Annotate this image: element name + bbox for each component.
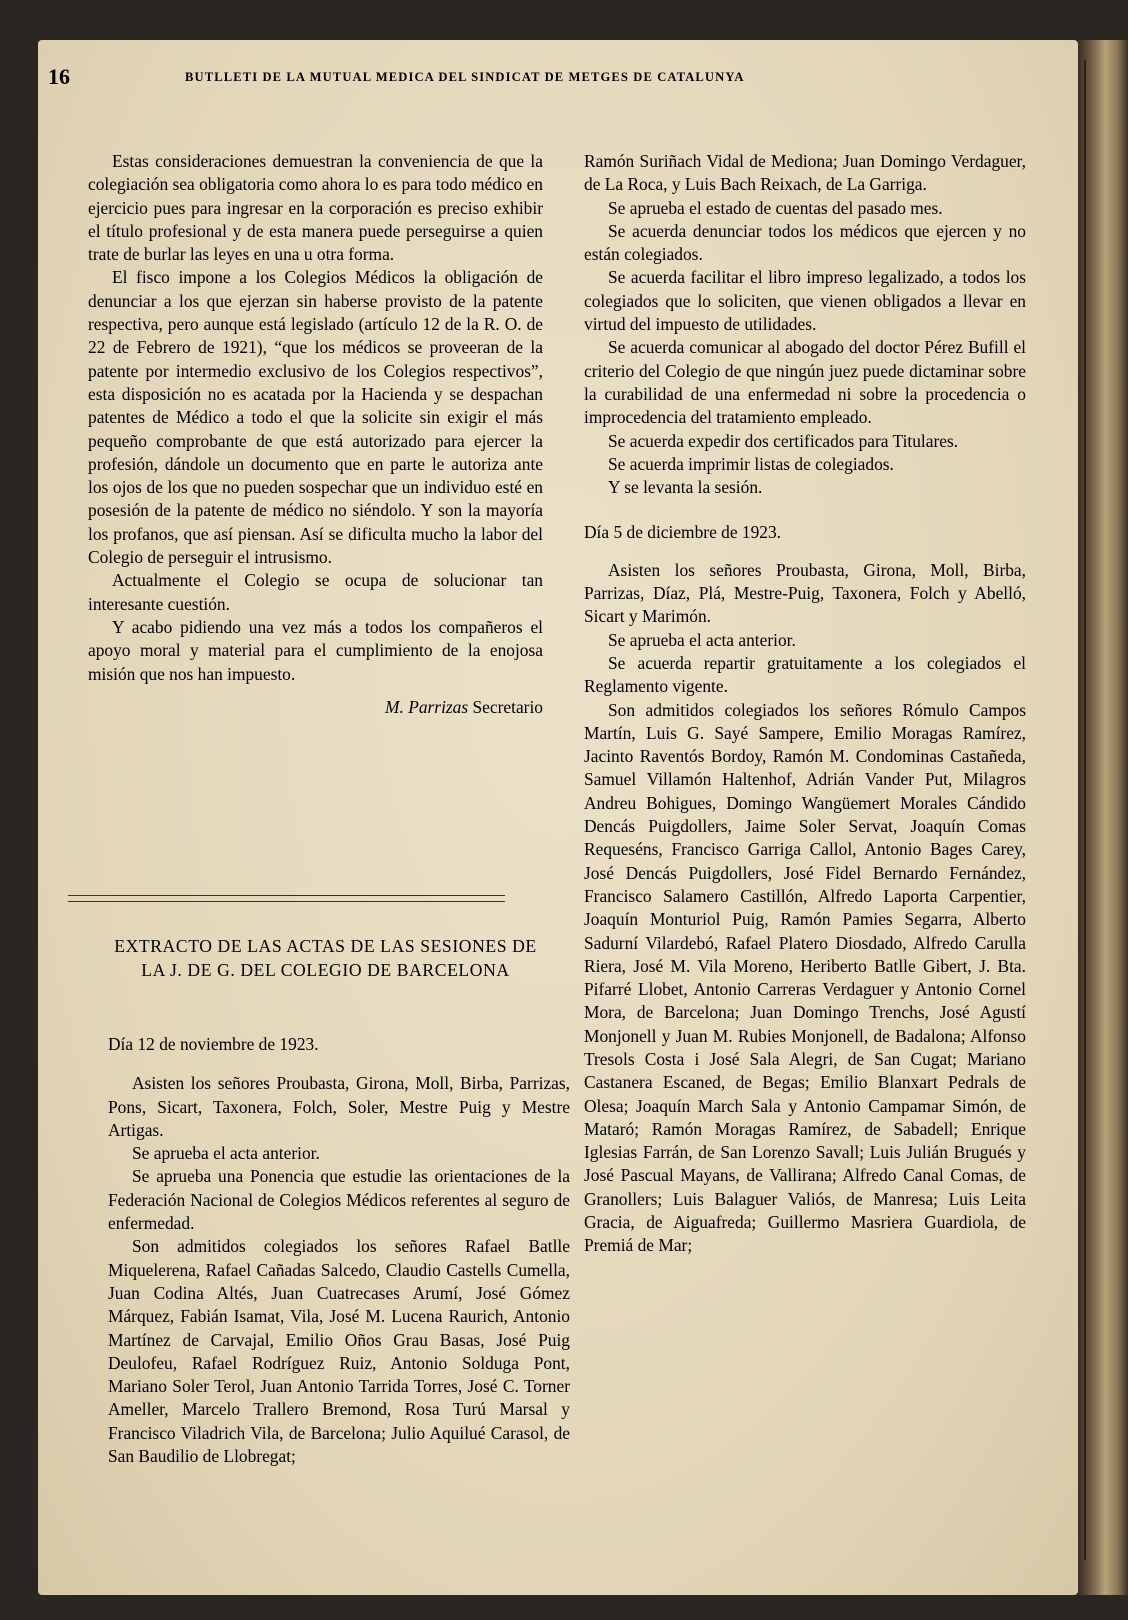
session-date: Día 5 de diciembre de 1923. [584,522,782,543]
paragraph: Estas consideraciones demuestran la conveniencia de que la colegiación sea obligatoria como ahora lo es para todo médico en ejercicio pues para ingresar en la corporación es preciso exhibir el título profesional y de esta manera puede perseguirse a quien trate de burlar las leyes en una u otra forma. [88,151,543,265]
running-title: BUTLLETI DE LA MUTUAL MEDICA DEL SINDICAT DE METGES DE CATALUNYA [185,70,745,84]
gutter-line [1084,60,1096,1560]
paragraph: Se acuerda imprimir listas de colegiados. [608,453,894,474]
signature-role: Secretario [472,696,543,717]
paragraph: Se aprueba el acta anterior. [608,629,796,650]
paragraph: Y acabo pidiendo una vez más a todos los compañeros el apoyo moral y material para el cumplimiento de la enojosa misión que nos han impuesto. [88,616,543,684]
paragraph: Actualmente el Colegio se ocupa de solucionar tan interesante cuestión. [88,570,543,614]
page-number: 16 [48,64,70,89]
divider-rule [68,895,505,896]
right-column [584,150,1026,1258]
paragraph: Se aprueba el acta anterior. [132,1143,320,1164]
paragraph: Ramón Suriñach Vidal de Mediona; Juan Domingo Verdaguer, de La Roca, y Luis Bach Reixach, de La Garriga. [584,151,1026,195]
paragraph: Se acuerda denunciar todos los médicos que ejercen y no están colegiados. [584,220,1026,265]
signature-name: M. Parrizas [385,696,469,717]
divider-rule [68,901,505,902]
paragraph: Asisten los señores Proubasta, Girona, Moll, Birba, Parrizas, Díaz, Plá, Mestre-Puig, Taxonera, Folch y Abelló, Sicart y Marimón. [584,559,1026,627]
session-date: Día 12 de noviembre de 1923. [108,1034,319,1054]
paragraph: Y se levanta la sesión. [608,477,763,498]
paragraph: Se acuerda repartir gratuitamente a los colegiados el Reglamento vigente. [584,652,1026,697]
paragraph: Se aprueba el estado de cuentas del pasado mes. [608,197,943,218]
signature [88,696,543,719]
paragraph: Son admitidos colegiados los señores Rafael Batlle Miquelerena, Rafael Cañadas Salcedo, Claudio Castells Cumella, Juan Codina Altés, Juan Cuatrecases Arumí, José Gómez Márquez, Fabián Isamat, Vila, José M. Lucena Raurich, Antonio Martínez de Carvajal, Emilio Oños Grau Basas, José Puig Deulofeu, Rafael Rodríguez Ruiz, Antonio Solduga Pont, Mariano Soler Terol, Juan Antonio Tarrida Torres, José C. Torner Ameller, Marcelo Trallero Bremond, Rosa Turú Marsal y Francisco Viladrich Vila, de Barcelona; Julio Aquilué Carasol, de San Baudilio de Llobregat; [108,1236,570,1467]
paragraph: Se aprueba una Ponencia que estudie las orientaciones de la Federación Nacional de Colegios Médicos referentes al seguro de enfermedad. [108,1166,570,1234]
paragraph: Se acuerda facilitar el libro impreso legalizado, a todos los colegiados que lo soliciten, que vienen obligados a llevar en virtud del impuesto de utilidades. [584,267,1026,335]
paragraph: Se acuerda expedir dos certificados para Titulares. [608,430,959,451]
left-column-top [88,150,543,719]
paragraph: El fisco impone a los Colegios Médicos la obligación de denunciar a los que ejerzan sin haberse provisto de la patente respectiva, pero aunque está legislado (artículo 12 de la R. O. de 22 de Febrero de 1921), “que los médicos se proveeran de la patente por intermedio exclusivo de los Colegios respectivos”, esta disposición no es acatada por la Hacienda y se despachan patentes de Médico a todo el que la solicite sin exigir el más pequeño comprobante de que está autorizado para ejercer la profesión, dándole un documento que en parte le autoriza ante los ojos de los que no pueden sospechar que un individuo esté en posesión de la patente de médico no siéndolo. Y son la mayoría los profanos, que así piensan. Así se dificulta mucho la labor del Colegio de perseguir el intrusismo. [88,267,543,568]
section-title: EXTRACTO DE LAS ACTAS DE LAS SESIONES DE LA J. DE G. DEL COLEGIO DE BARCELONA [114,936,537,980]
left-column-bottom [108,1033,570,1468]
paragraph: Se acuerda comunicar al abogado del doctor Pérez Bufill el criterio del Colegio de que ningún juez puede dictaminar sobre la curabilidad de una enfermedad ni sobre la procedencia o improcedencia del tratamiento empleado. [584,337,1026,428]
paragraph: Asisten los señores Proubasta, Girona, Moll, Birba, Parrizas, Pons, Sicart, Taxonera, Folch, Soler, Mestre Puig y Mestre Artigas. [108,1073,570,1140]
paragraph: Son admitidos colegiados los señores Rómulo Campos Martín, Luis G. Sayé Sampere, Emilio Moragas Ramírez, Jacinto Raventós Bordoy, Ramón M. Condominas Castañeda, Samuel Villamón Haltenhof, Adrián Vander Put, Milagros Andreu Bohigues, Domingo Wangüemert Morales Cándido Dencás Puigdollers, Jaime Soler Servat, Joaquín Comas Requeséns, Francisco Garriga Callol, Antonio Bages Carey, José Dencás Puigdollers, José Fidel Bernardo Fernández, Francisco Salamero Castillón, Alfredo Laporta Carpentier, Joaquín Monturiol Puig, Ramón Pamies Segarra, Alberto Sadurní Vilardebó, Rafael Platero Diosdado, Alfredo Carulla Riera, José M. Vila Moreno, Heriberto Batlle Gibert, J. Bta. Pifarré Llobet, Antonio Carreras Verdaguer y Antonio Cornel Mora, de Barcelona; Juan Domingo Trenchs, José Agustí Monjonell y Juan M. Rubies Monjonell, de Badalona; Alfonso Tresols Costa i José Sala Alegri, de San Cugat; Mariano Castanera Escaned, de Begas; Emilio Blanxart Pedrals de Olesa; Joaquín March Sala y Antonio Campamar Simón, de Mataró; Ramón Moragas Ramírez, de Sabadell; Enrique Iglesias Farrán, de San Lorenzo Savall; Luis Julián Brugués y José Pascual Mayans, de Vallirana; Alfredo Canal Comas, de Granollers; Luis Balaguer Valiós, de Manresa; Luis Leita Gracia, de Aiguafreda; Guillermo Masriera Guardiola, de Premiá de Mar; [584,699,1026,1256]
